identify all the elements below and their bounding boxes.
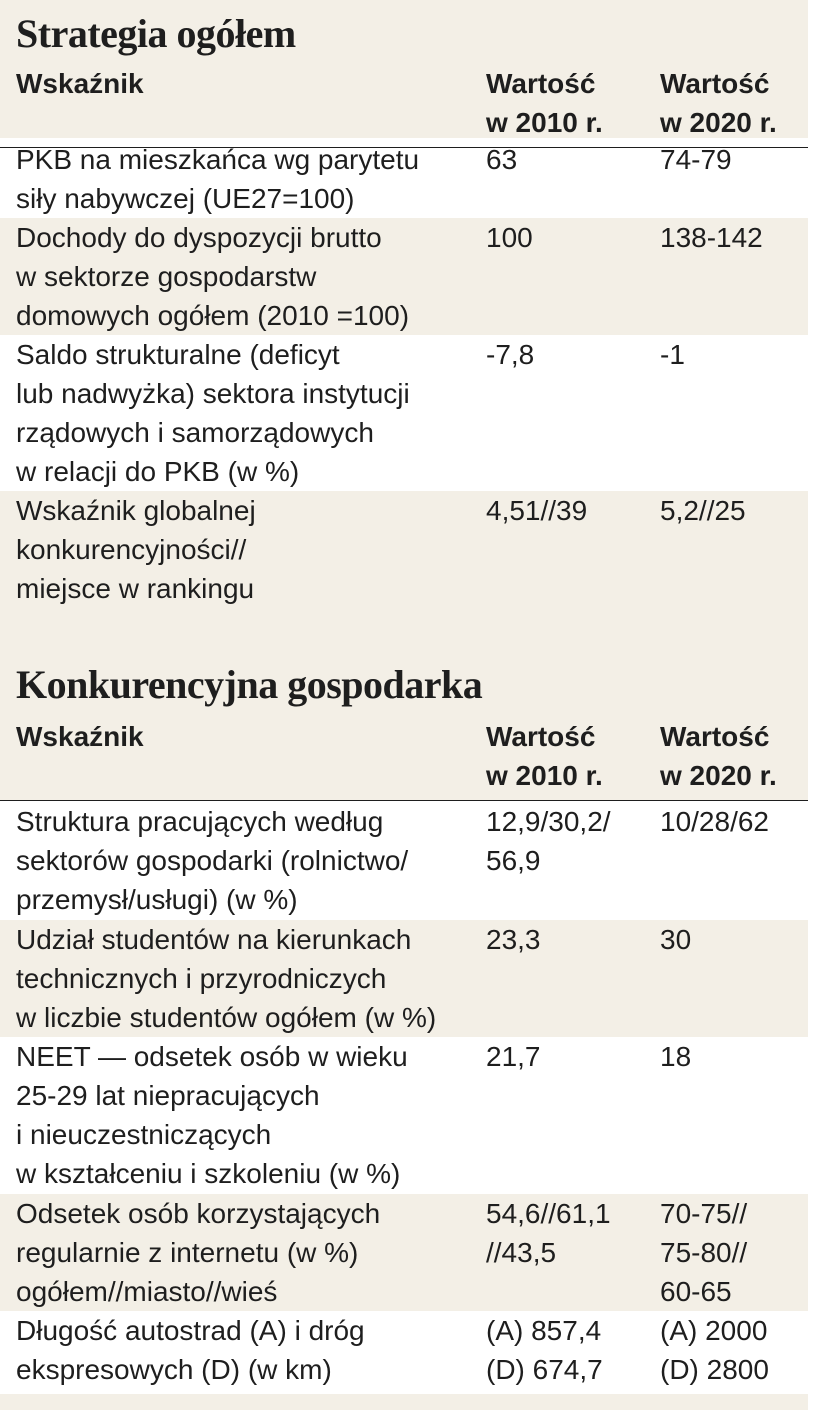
value-2020-cell: 5,2//25 <box>660 495 746 526</box>
value-2020-cell: 70-75// 75-80// 60-65 <box>660 1198 748 1307</box>
indicator-cell: Udział studentów na kierunkach technicznych i przyrodniczych w liczbie studentów ogółem (w %) <box>16 924 437 1033</box>
indicator-cell: Struktura pracujących według sektorów gospodarki (rolnictwo/ przemysł/usługi) (w %) <box>16 806 409 915</box>
value-2020-cell: 138-142 <box>660 222 763 253</box>
value-2010-cell: 63 <box>486 144 518 175</box>
value-2010-cell: (A) 857,4 (D) 674,7 <box>486 1315 603 1385</box>
indicator-cell: Odsetek osób korzystających regularnie z internetu (w %) ogółem//miasto//wieś <box>16 1198 381 1307</box>
table-row <box>0 800 808 920</box>
table-row <box>0 138 808 218</box>
value-2010-cell: 23,3 <box>486 924 541 955</box>
value-2010-cell: 12,9/30,2/ 56,9 <box>486 806 611 876</box>
value-2010-cell: 100 <box>486 222 533 253</box>
header-value-2010: Wartość w 2010 r. <box>486 68 603 138</box>
table-row <box>0 1037 808 1194</box>
value-2020-cell: 10/28/62 <box>660 806 769 837</box>
value-2020-cell: -1 <box>660 339 685 370</box>
table-row <box>0 335 808 491</box>
indicator-cell: Długość autostrad (A) i dróg ekspresowych (D) (w km) <box>16 1315 365 1385</box>
header-indicator: Wskaźnik <box>16 68 144 99</box>
value-2010-cell: 21,7 <box>486 1041 541 1072</box>
section-title: Strategia ogółem <box>16 11 296 56</box>
section-strategia <box>0 0 808 138</box>
section-title: Konkurencyjna gospodarka <box>16 662 483 707</box>
header-value-2020: Wartość w 2020 r. <box>660 721 777 791</box>
value-2020-cell: 18 <box>660 1041 692 1072</box>
indicator-cell: PKB na mieszkańca wg parytetu siły nabywczej (UE27=100) <box>16 144 420 214</box>
bottom-band <box>0 1394 808 1410</box>
indicator-cell: Wskaźnik globalnej konkurencyjności// miejsce w rankingu <box>16 495 256 604</box>
header-value-2010: Wartość w 2010 r. <box>486 721 603 791</box>
value-2010-cell: 54,6//61,1 //43,5 <box>486 1198 611 1268</box>
value-2020-cell: 74-79 <box>660 144 732 175</box>
table-row <box>0 920 808 1037</box>
section-konkurencyjna-wrapper <box>0 491 808 800</box>
table-row <box>0 218 808 335</box>
header-indicator: Wskaźnik <box>16 721 144 752</box>
table-header <box>0 64 808 148</box>
table-header <box>0 717 808 801</box>
value-2020-cell: (A) 2000 (D) 2800 <box>660 1315 769 1385</box>
table-row <box>0 1194 808 1311</box>
value-2020-cell: 30 <box>660 924 692 955</box>
indicator-cell: Saldo strukturalne (deficyt lub nadwyżka) sektora instytucji rządowych i samorządowych w relacji do PKB (w %) <box>16 339 410 487</box>
table-row <box>0 491 808 631</box>
header-value-2020: Wartość w 2020 r. <box>660 68 777 138</box>
indicator-cell: NEET — odsetek osób w wieku 25-29 lat niepracujących i nieuczestniczących w kształceniu i szkoleniu (w %) <box>16 1041 408 1189</box>
indicator-cell: Dochody do dyspozycji brutto w sektorze gospodarstw domowych ogółem (2010 =100) <box>16 222 410 331</box>
value-2010-cell: -7,8 <box>486 339 535 370</box>
value-2010-cell: 4,51//39 <box>486 495 588 526</box>
table-row <box>0 1311 808 1394</box>
